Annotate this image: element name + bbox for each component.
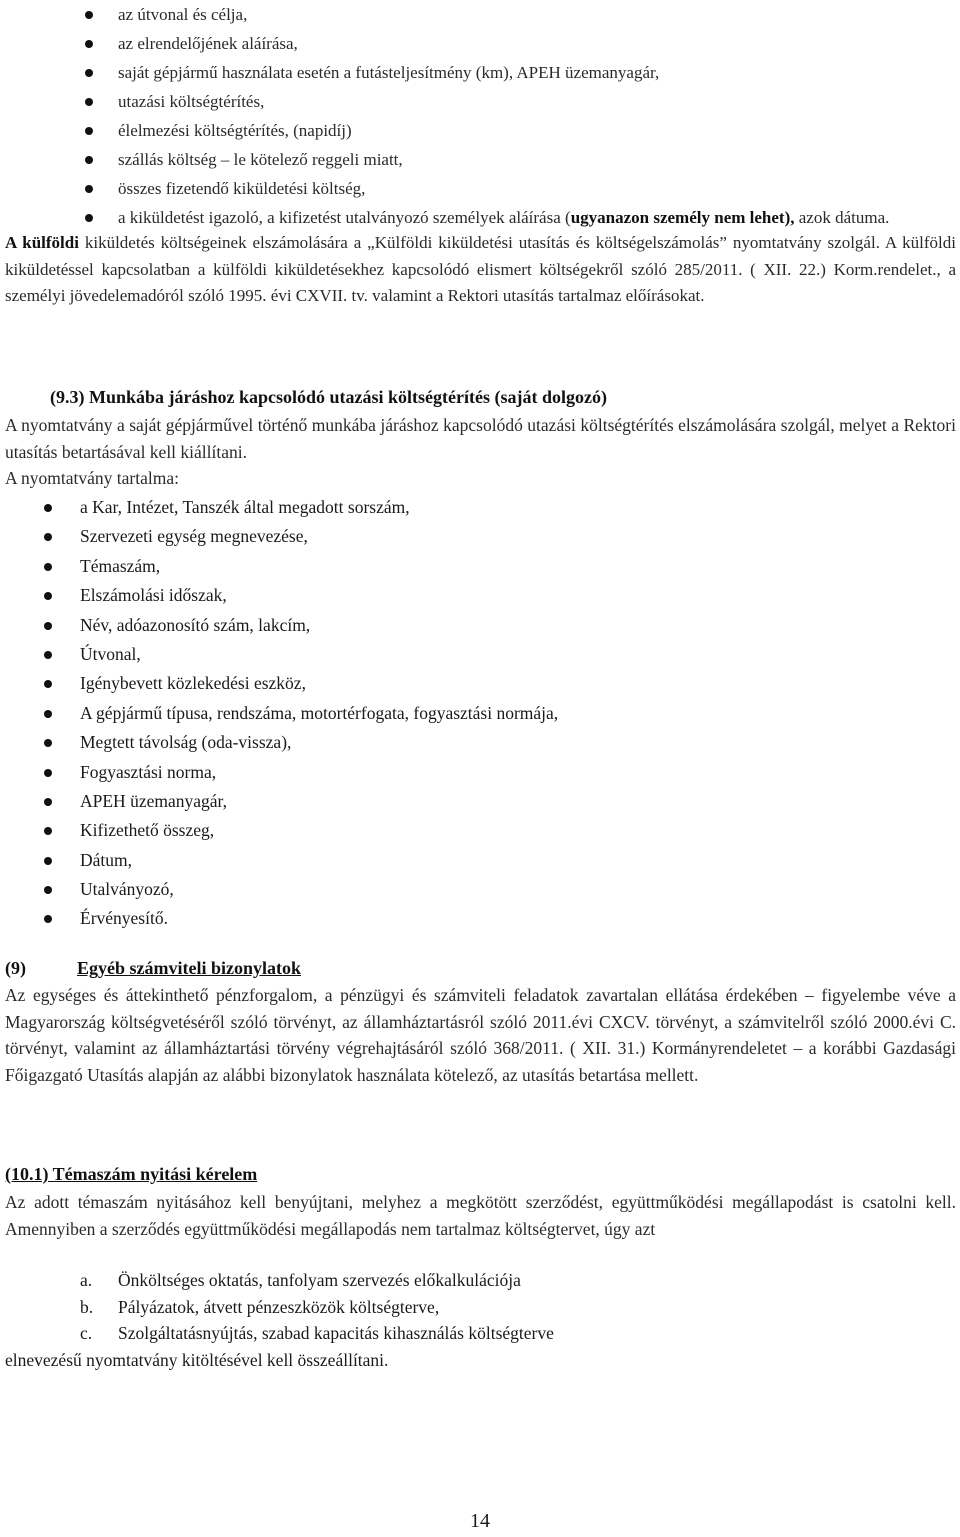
list-item-text: élelmezési költségtérítés, (napidíj) — [118, 121, 352, 140]
list-item — [0, 816, 960, 845]
list-item-text: Kifizethető összeg, — [80, 820, 215, 841]
bullet-icon — [44, 680, 52, 688]
list-item-text: Név, adóazonosító szám, lakcím, — [80, 614, 311, 635]
list-item — [0, 1294, 960, 1321]
list-item-text: az elrendelőjének aláírása, — [118, 34, 298, 53]
list-item-text: összes fizetendő kiküldetési költség, — [118, 179, 366, 198]
list-item-text: szállás költség – le kötelező reggeli miatt, — [118, 150, 403, 169]
foreign-travel-paragraph: A külföldi kiküldetés költségeinek elszámolására a „Külföldi kiküldetési utasítás és költségelszámolás” nyomtatvány szolgál. A külföldi kiküldetéssel kapcsolatban a külföldi kiküldetésekhez kapcsolódó elismert költségekről szóló 285/2011. ( XII. 22.) Korm.rendelet., a személyi jövedelemadóról szóló 1995. évi CXVII. tv. valamint a Rektori utasítás tartalmaz előírásokat. — [5, 233, 956, 305]
list-item — [0, 29, 960, 58]
list-item-text: az útvonal és célja, — [118, 5, 248, 24]
bullet-icon — [44, 769, 52, 777]
list-item — [0, 145, 960, 174]
bullet-icon — [44, 563, 52, 571]
bullet-icon — [44, 857, 52, 865]
list-item — [0, 875, 960, 904]
list-item-text: Fogyasztási norma, — [80, 761, 217, 782]
list-marker: b. — [80, 1296, 94, 1317]
list-item — [0, 581, 960, 610]
list-item — [0, 116, 960, 145]
content-label: A nyomtatvány tartalma: — [5, 468, 179, 488]
list-item — [0, 904, 960, 933]
lettered-list — [0, 1267, 960, 1347]
list-marker: a. — [80, 1270, 93, 1290]
bullet-icon — [44, 651, 52, 659]
section-9-paragraph: Az egységes és áttekinthető pénzforgalom, a pénzügyi és számviteli feladatok zavartalan ellátása érdekében – figyelembe véve a Magyarország költségvetéséről szóló törvényt, az államháztartásról szóló 2011.évi CXCV. törvényt, a számvitelről szóló 2000.évi C. törvényt, valamint az államháztartási törvény végrehajtásáról szóló 368/2011. ( XII. 31.) Kormányrendeletet – a korábbi Gazdasági Főigazgató Utasítás alapján az alábbi bizonylatok használata kötelező, az utasítás betartása mellett. — [5, 985, 956, 1085]
list-item-text: Témaszám, — [80, 555, 161, 576]
list-item-text: Önköltséges oktatás, tanfolyam szervezés előkalkulációja — [118, 1270, 521, 1290]
list-item-text: utazási költségtérítés, — [118, 92, 265, 111]
bullet-icon — [44, 710, 52, 718]
bullet-icon — [85, 40, 93, 48]
form-contents-list — [0, 493, 960, 934]
bullet-icon — [44, 827, 52, 835]
expense-form-contents-list — [0, 0, 960, 259]
list-item-text: Pályázatok, átvett pénzeszközök költségterve, — [118, 1296, 440, 1317]
section-heading-9 — [5, 958, 301, 979]
list-item — [0, 0, 960, 29]
list-item — [0, 787, 960, 816]
list-item — [0, 1320, 960, 1347]
list-item-text: Megtett távolság (oda-vissza), — [80, 732, 292, 753]
bullet-icon — [85, 69, 93, 77]
list-item — [0, 640, 960, 669]
bullet-icon — [85, 185, 93, 193]
section-9-3-paragraph: A nyomtatvány a saját gépjárművel történő munkába járáshoz kapcsolódó utazási költségtérítés elszámolására szolgál, melyet a Rektori utasítás betartásával kell kiállítani. A nyomtatvány tartalma: — [5, 415, 956, 488]
list-item-text: Szervezeti egység megnevezése, — [80, 526, 308, 547]
list-item — [0, 758, 960, 787]
section-number: (9) — [5, 958, 26, 978]
list-item — [0, 174, 960, 203]
section-title: Egyéb számviteli bizonylatok — [77, 958, 301, 978]
list-item-text: Elszámolási időszak, — [80, 585, 227, 606]
bullet-icon — [85, 156, 93, 164]
list-item — [0, 87, 960, 116]
closing-line: elnevezésű nyomtatvány kitöltésével kell összeállítani. — [5, 1350, 389, 1370]
page-number: 14 — [470, 1510, 490, 1532]
list-item — [0, 728, 960, 757]
list-item-text: Szolgáltatásnyújtás, szabad kapacitás kihasználás költségterve — [118, 1323, 554, 1343]
bullet-icon — [44, 592, 52, 600]
list-item-text: Utalványozó, — [80, 879, 174, 900]
list-item-text: Útvonal, — [80, 643, 141, 664]
list-item-text: Dátum, — [80, 849, 133, 870]
bullet-icon — [85, 214, 93, 222]
list-item — [0, 58, 960, 87]
list-item-text: A gépjármű típusa, rendszáma, motortérfogata, fogyasztási normája, — [80, 702, 559, 723]
bullet-icon — [85, 11, 93, 19]
list-item-text: APEH üzemanyagár, — [80, 790, 228, 811]
list-item — [0, 552, 960, 581]
list-item — [0, 611, 960, 640]
emphasis-text: ugyanazon személy nem lehet), — [570, 208, 795, 227]
list-item — [0, 669, 960, 698]
bullet-icon — [44, 739, 52, 747]
bullet-icon — [85, 98, 93, 106]
bullet-icon — [44, 622, 52, 630]
bullet-icon — [85, 127, 93, 135]
list-item — [0, 846, 960, 875]
section-heading-10-1: (10.1) Témaszám nyitási kérelem — [5, 1164, 258, 1184]
list-item-text: Érvényesítő. — [80, 908, 168, 929]
list-item-text: saját gépjármű használata esetén a futásteljesítmény (km), APEH üzemanyagár, — [118, 63, 660, 82]
list-item-text: Igénybevett közlekedési eszköz, — [80, 673, 306, 694]
list-item-text: a Kar, Intézet, Tanszék által megadott sorszám, — [80, 497, 410, 517]
list-item — [0, 699, 960, 728]
section-10-1-paragraph: Az adott témaszám nyitásához kell benyújtani, melyhez a megkötött szerződést, együttműködési megállapodást is csatolni kell. Amennyiben a szerződés együttműködési megállapodás nem tartalmaz költségtervet, úgy azt — [5, 1192, 956, 1239]
bullet-icon — [44, 533, 52, 541]
list-item — [0, 522, 960, 551]
bullet-icon — [44, 915, 52, 923]
list-marker: c. — [80, 1323, 93, 1343]
list-item — [0, 493, 960, 522]
bullet-icon — [44, 798, 52, 806]
bullet-icon — [44, 504, 52, 512]
section-heading-9-3: (9.3) Munkába járáshoz kapcsolódó utazási költségtérítés (saját dolgozó) — [50, 387, 607, 407]
bullet-icon — [44, 886, 52, 894]
list-item — [0, 1267, 960, 1294]
list-item-text: a kiküldetést igazoló, a kifizetést utalványozó személyek aláírása (ugyanazon személy nem lehet), azok dátuma. — [118, 208, 890, 227]
